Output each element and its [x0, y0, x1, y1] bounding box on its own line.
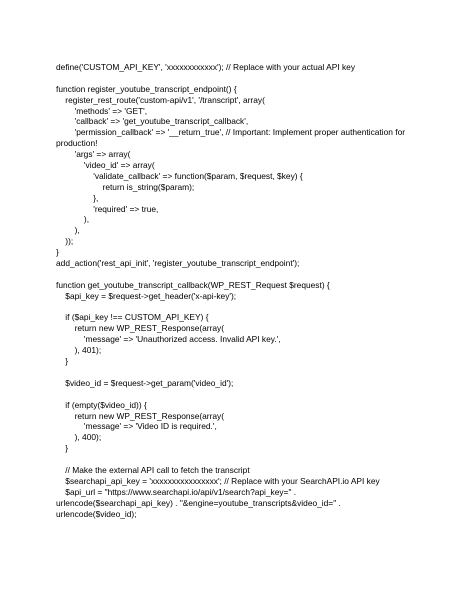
code-line: 'message' => 'Video ID is required.', [56, 421, 217, 432]
code-line: function register_youtube_transcript_endpoint() { [56, 83, 237, 94]
code-line [56, 269, 436, 280]
code-line: if (empty($video_id)) { [56, 399, 147, 410]
code-line: $searchapi_api_key = 'xxxxxxxxxxxxxxxx'; // Replace with your SearchAPI.io API key [56, 475, 380, 486]
code-line: register_rest_route('custom-api/v1', '/transcript', array( [56, 94, 265, 105]
code-line: ), 400); [56, 432, 102, 443]
code-line: 'required' => true, [56, 203, 159, 214]
code-line [56, 454, 436, 465]
code-line: $video_id = $request->get_param('video_id'); [56, 377, 234, 388]
code-line: urlencode($searchapi_api_key) . "&engine=youtube_transcripts&video_id=" . [56, 497, 341, 508]
code-line: } [56, 247, 59, 258]
code-line: ), [56, 225, 80, 236]
code-line: } [56, 443, 69, 454]
code-line: ), 401); [56, 345, 102, 356]
code-line [56, 389, 436, 400]
code-line: $api_key = $request->get_header('x-api-key'); [56, 290, 237, 301]
code-line [56, 73, 436, 84]
code-block [56, 62, 436, 519]
code-line: $api_url = "https://www.searchapi.io/api/v1/search?api_key=" . [56, 486, 297, 497]
code-line: 'message' => 'Unauthorized access. Invalid API key.', [56, 334, 281, 345]
code-line: function get_youtube_transcript_callback(WP_REST_Request $request) { [56, 279, 330, 290]
code-line: return new WP_REST_Response(array( [56, 410, 225, 421]
code-line: } [56, 356, 69, 367]
code-line: return new WP_REST_Response(array( [56, 323, 225, 334]
code-line: add_action('rest_api_init', 'register_youtube_transcript_endpoint'); [56, 258, 300, 269]
code-line: urlencode($video_id); [56, 508, 137, 519]
code-line: 'validate_callback' => function($param, $request, $key) { [56, 170, 303, 181]
code-line: production! [56, 138, 98, 149]
code-line: 'permission_callback' => '__return_true', // Important: Implement proper authentication for [56, 127, 406, 138]
code-line: ), [56, 214, 90, 225]
code-line: 'args' => array( [56, 149, 131, 160]
code-line: 'video_id' => array( [56, 160, 155, 171]
code-line: if ($api_key !== CUSTOM_API_KEY) { [56, 312, 209, 323]
code-line [56, 367, 436, 378]
code-line: // Make the external API call to fetch the transcript [56, 464, 250, 475]
code-line: }, [56, 192, 99, 203]
code-line: 'callback' => 'get_youtube_transcript_callback', [56, 116, 249, 127]
code-line: )); [56, 236, 74, 247]
code-line: 'methods' => 'GET', [56, 105, 148, 116]
code-line: define('CUSTOM_API_KEY', 'xxxxxxxxxxxx'); // Replace with your actual API key [56, 62, 356, 72]
code-line [56, 302, 436, 313]
code-line: return is_string($param); [56, 181, 195, 192]
